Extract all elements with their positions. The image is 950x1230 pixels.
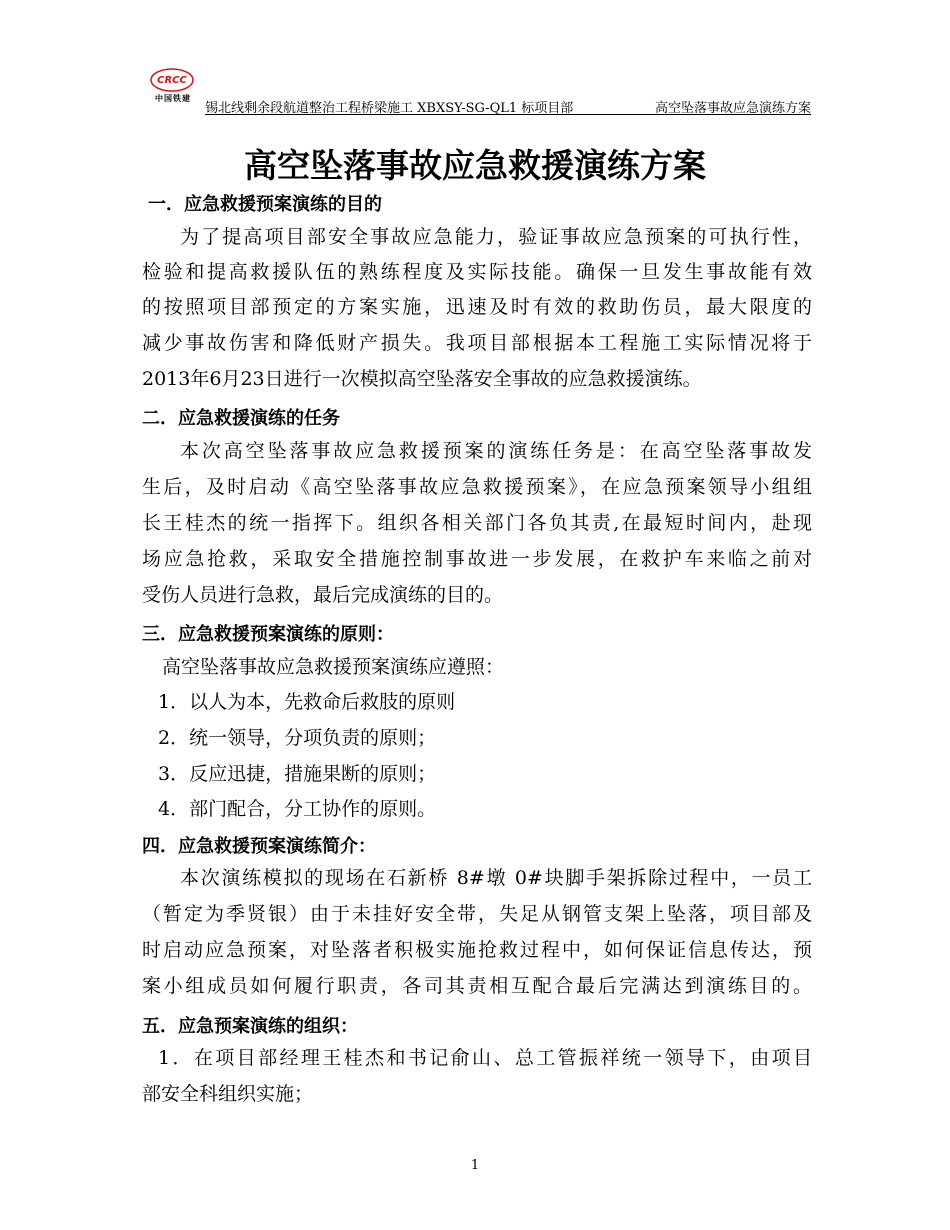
list-item: 2．统一领导，分项负责的原则； [158,727,437,749]
list-item: 3．反应迅捷，措施果断的原则； [158,763,437,785]
paragraph-line: 2013年6月23日进行一次模拟高空坠落安全事故的应急救援演练。 [142,368,702,390]
paragraph-line: 受伤人员进行急救，最后完成演练的目的。 [142,584,504,606]
paragraph-line: 场应急抢救，采取安全措施控制事故进一步发展，在救护车来临之前对 [142,548,812,570]
page-header [205,96,811,115]
section-heading-1: 一．应急救援预案演练的目的 [148,194,382,215]
section-heading-5: 五．应急预案演练的组织： [142,1016,358,1037]
paragraph-line: 为了提高项目部安全事故应急能力，验证事故应急预案的可执行性， [180,226,812,248]
paragraph-line: （暂定为季贤银）由于未挂好安全带，失足从钢管支架上坠落，项目部及 [142,903,812,925]
header-project: 锡北线剩余段航道整治工程桥梁施工 XBXSY-SG-QL1 标项目部 [205,101,574,116]
logo-caption: 中国铁建 [155,94,191,103]
paragraph-line: 本次演练模拟的现场在石新桥 8#墩 0#块脚手架拆除过程中，一员工 [180,867,812,889]
paragraph-line: 本次高空坠落事故应急救援预案的演练任务是：在高空坠落事故发 [180,440,812,462]
list-item: 4．部门配合，分工协作的原则。 [158,798,437,820]
paragraph-line: 高空坠落事故应急救援预案演练应遵照： [162,656,505,678]
section-heading-4: 四．应急救援预案演练简介： [142,836,376,857]
crcc-logo [146,66,200,108]
document-title: 高空坠落事故应急救援演练方案 [244,146,706,185]
paragraph-line: 时启动应急预案，对坠落者积极实施抢救过程中，如何保证信息传达，预 [142,939,812,961]
paragraph-line: 部安全科组织实施； [142,1083,314,1105]
paragraph-line: 1．在项目部经理王桂杰和书记俞山、总工管振祥统一领导下，由项目 [158,1047,812,1069]
section-heading-2: 二．应急救援演练的任务 [142,408,340,429]
paragraph-line: 减少事故伤害和降低财产损失。我项目部根据本工程施工实际情况将于 [142,332,812,354]
paragraph-line: 案小组成员如何履行职责，各司其责相互配合最后完满达到演练目的。 [142,975,812,997]
paragraph-line: 的按照项目部预定的方案实施，迅速及时有效的救助伤员，最大限度的 [142,296,812,318]
crcc-logo-icon [150,68,194,92]
paragraph-line: 检验和提高救援队伍的熟练程度及实际技能。确保一旦发生事故能有效 [142,261,812,283]
section-heading-3: 三．应急救援预案演练的原则： [142,624,394,645]
paragraph-line: 生后，及时启动《高空坠落事故应急救援预案》，在应急预案领导小组组 [142,476,812,498]
logo-text: CRCC [157,75,187,86]
paragraph-line: 长王桂杰的统一指挥下。组织各相关部门各负其责,在最短时间内，赴现 [142,512,812,534]
list-item: 1．以人为本，先救命后救肢的原则 [158,691,456,713]
page-number: 1 [470,1158,480,1173]
header-doc-title: 高空坠落事故应急演练方案 [654,101,811,116]
